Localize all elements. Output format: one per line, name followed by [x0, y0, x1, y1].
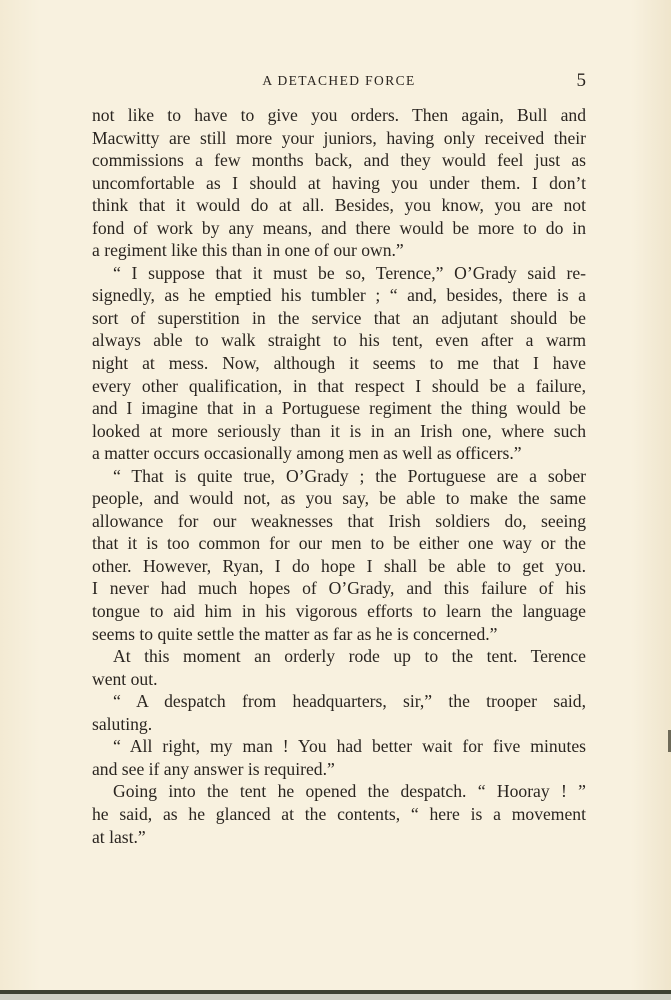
text-line: he said, as he glanced at the contents, “ here is a movement: [92, 803, 586, 824]
text-line: not like to have to give you orders. Then again, Bull and: [92, 105, 586, 125]
text-line: a regiment like this than in one of our own.”: [92, 240, 404, 261]
text-line: people, and would not, as you say, be able to make the same: [92, 488, 586, 509]
text-line: and I imagine that in a Portuguese regiment the thing would be: [92, 398, 586, 419]
text-line: think that it would do at all. Besides, you know, you are not: [92, 195, 586, 216]
text-line: saluting.: [92, 713, 153, 734]
text-line: seems to quite settle the matter as far as he is concerned.”: [92, 623, 498, 644]
text-line: I never had much hopes of O’Grady, and this failure of his: [92, 578, 586, 599]
text-line: “ A despatch from headquarters, sir,” the trooper said,: [113, 691, 586, 712]
running-head: A DETACHED FORCE: [262, 73, 416, 88]
text-line: every other qualification, in that respect I should be a failure,: [92, 375, 586, 396]
text-line: sort of superstition in the service that an adjutant should be: [92, 307, 586, 328]
page-header: [92, 70, 586, 90]
text-line: looked at more seriously than it is in an Irish one, where such: [92, 420, 586, 441]
bottom-border-shadow: [0, 994, 671, 1000]
text-line: signedly, as he emptied his tumbler ; “ and, besides, there is a: [92, 285, 586, 306]
text-line: that it is too common for our men to be either one way or the: [92, 533, 586, 554]
text-line: at last.”: [92, 826, 146, 847]
text-line: commissions a few months back, and they would feel just as: [92, 150, 586, 171]
text-line: “ That is quite true, O’Grady ; the Portuguese are a sober: [113, 465, 586, 486]
text-line: uncomfortable as I should at having you under them. I don’t: [92, 172, 586, 193]
text-line: fond of work by any means, and there would be more to do in: [92, 217, 586, 238]
text-line: and see if any answer is required.”: [92, 758, 335, 779]
text-line: “ All right, my man ! You had better wait for five minutes: [113, 736, 586, 757]
text-line: night at mess. Now, although it seems to me that I have: [92, 353, 586, 374]
text-line: allowance for our weaknesses that Irish soldiers do, seeing: [92, 510, 586, 531]
text-line: At this moment an orderly rode up to the tent. Terence: [113, 646, 586, 667]
text-line: other. However, Ryan, I do hope I shall be able to get you.: [92, 555, 586, 576]
text-line: “ I suppose that it must be so, Terence,” O’Grady said re-: [113, 262, 586, 283]
text-line: always able to walk straight to his tent, even after a warm: [92, 330, 586, 351]
text-line: Macwitty are still more your juniors, having only received their: [92, 127, 586, 148]
page-number: 5: [576, 70, 586, 91]
text-line: went out.: [92, 668, 158, 689]
text-line: a matter occurs occasionally among men as well as officers.”: [92, 443, 522, 464]
text-line: tongue to aid him in his vigorous efforts to learn the language: [92, 601, 586, 622]
body-text: [92, 104, 586, 848]
text-line: Going into the tent he opened the despatch. “ Hooray ! ”: [113, 781, 586, 802]
